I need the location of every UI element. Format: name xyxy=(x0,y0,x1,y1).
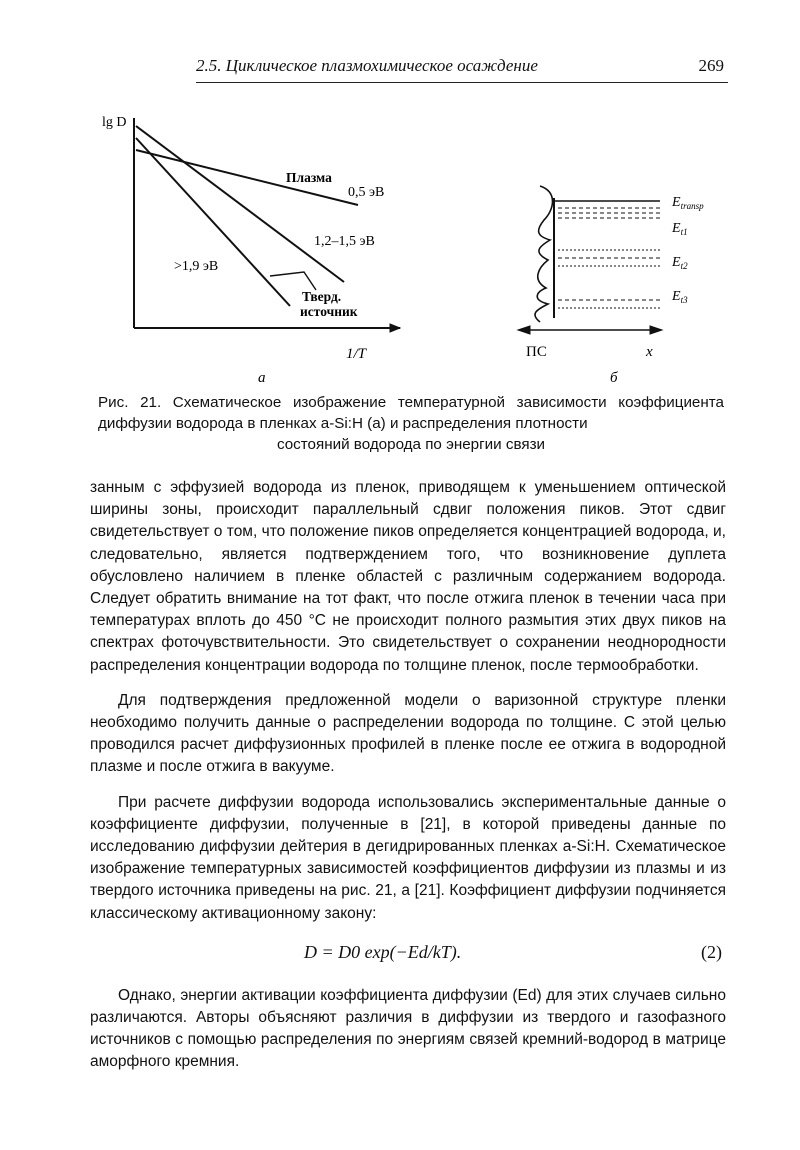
a-panel-label: а xyxy=(258,370,266,386)
panel-a xyxy=(134,118,400,332)
b-panel-label: б xyxy=(610,370,618,386)
b-label-et2: $E_{t2}$ xyxy=(672,255,688,271)
a-line-mid xyxy=(136,126,344,282)
b-label-et1: $E_{t1}$ xyxy=(672,221,688,237)
b-label-etransp: $E_{transp}$ xyxy=(672,195,704,211)
a-pointer xyxy=(270,272,316,290)
a-label-12ev: 1,2–1,5 эВ xyxy=(314,234,375,249)
caption-last-line: состояний водорода по энергии связи xyxy=(276,436,546,453)
b-x-label-left: ПС xyxy=(526,344,547,360)
b-x-arrow-left xyxy=(518,326,530,334)
a-x-axis-label: 1/T xyxy=(346,346,367,362)
paragraph-3: При расчете диффузии водорода использовались экспериментальные данные о коэффициенте диффузии, полученные в [21], в которой приведены данные по исследованию диффузии дейтерия в дегидрированных пленках a-Si:H. Схематическое изображение температурных зависимостей коэффициентов диффузии из плазмы и из твердого источника приведены на рис. 21, а [21]. Коэффициент диффузии подчиняется классическому активационному закону: xyxy=(90,793,726,922)
a-label-plasma: Плазма xyxy=(286,170,332,185)
figure-caption xyxy=(98,392,724,455)
paragraph-1: занным с эффузией водорода из пленок, приводящем к уменьшением оптической ширины зоны, происходит параллельный сдвиг положения пиков. Этот сдвиг свидетельствует о том, что положение пиков определяется концентрацией водорода, и, следовательно, является подтверждением того, что возникновение дуплета обусловлено наличием в пленке областей с различным содержанием водорода. Следует обратить внимание на тот факт, что после отжига пленок в течении часа при температурах вплоть до 450 °C не происходит полного размытия этих двух пиков на спектрах фоточувствительности. Это свидетельствует о сохранении неоднородности распределения концентрации водорода по толщине пленок, после термообработки. xyxy=(90,479,726,674)
a-label-solid-2: источник xyxy=(300,304,358,319)
b-x-label-right: x xyxy=(646,344,653,360)
formula-number: (2) xyxy=(701,941,722,962)
running-header xyxy=(196,56,728,83)
running-title: 2.5. Циклическое плазмохимическое осаждение xyxy=(196,56,538,75)
paragraph-2: Для подтверждения предложенной модели о варизонной структуре пленки необходимо получить данные о распределении водорода по толщине. С этой целью проводился расчет диффузионных профилей в пленке после ее отжига в водородной плазме и после отжига в вакууме. xyxy=(90,691,726,776)
a-line-solid xyxy=(136,138,290,306)
panel-b xyxy=(518,186,662,334)
formula-2 xyxy=(90,939,726,969)
figure-21 xyxy=(100,100,740,390)
formula-equation: D = D0 exp(−Ed/kT). xyxy=(304,941,462,962)
a-y-axis-label: lg D xyxy=(102,115,127,130)
page-number: 269 xyxy=(698,56,724,75)
a-x-arrow xyxy=(390,324,400,332)
a-label-05ev: 0,5 эВ xyxy=(348,185,385,200)
b-label-et3: $E_{t3}$ xyxy=(672,289,688,305)
caption-text: Рис. 21. Схематическое изображение температурной зависимости коэффициента диффузии водорода в пленках a-Si:H (а) и распределения плотности xyxy=(98,394,724,432)
b-dos-curve xyxy=(535,186,553,322)
b-x-arrow-right xyxy=(650,326,662,334)
a-label-19ev: >1,9 эВ xyxy=(174,259,219,274)
body-text xyxy=(90,477,726,1087)
a-label-solid-1: Тверд. xyxy=(302,289,342,304)
paragraph-4: Однако, энергии активации коэффициента диффузии (Ed) для этих случаев сильно различаются. Авторы объясняют различия в диффузии из твердого и газофазного источников с помощью распределения по энергиям связей кремний-водород в матрице аморфного кремния. xyxy=(90,986,726,1071)
